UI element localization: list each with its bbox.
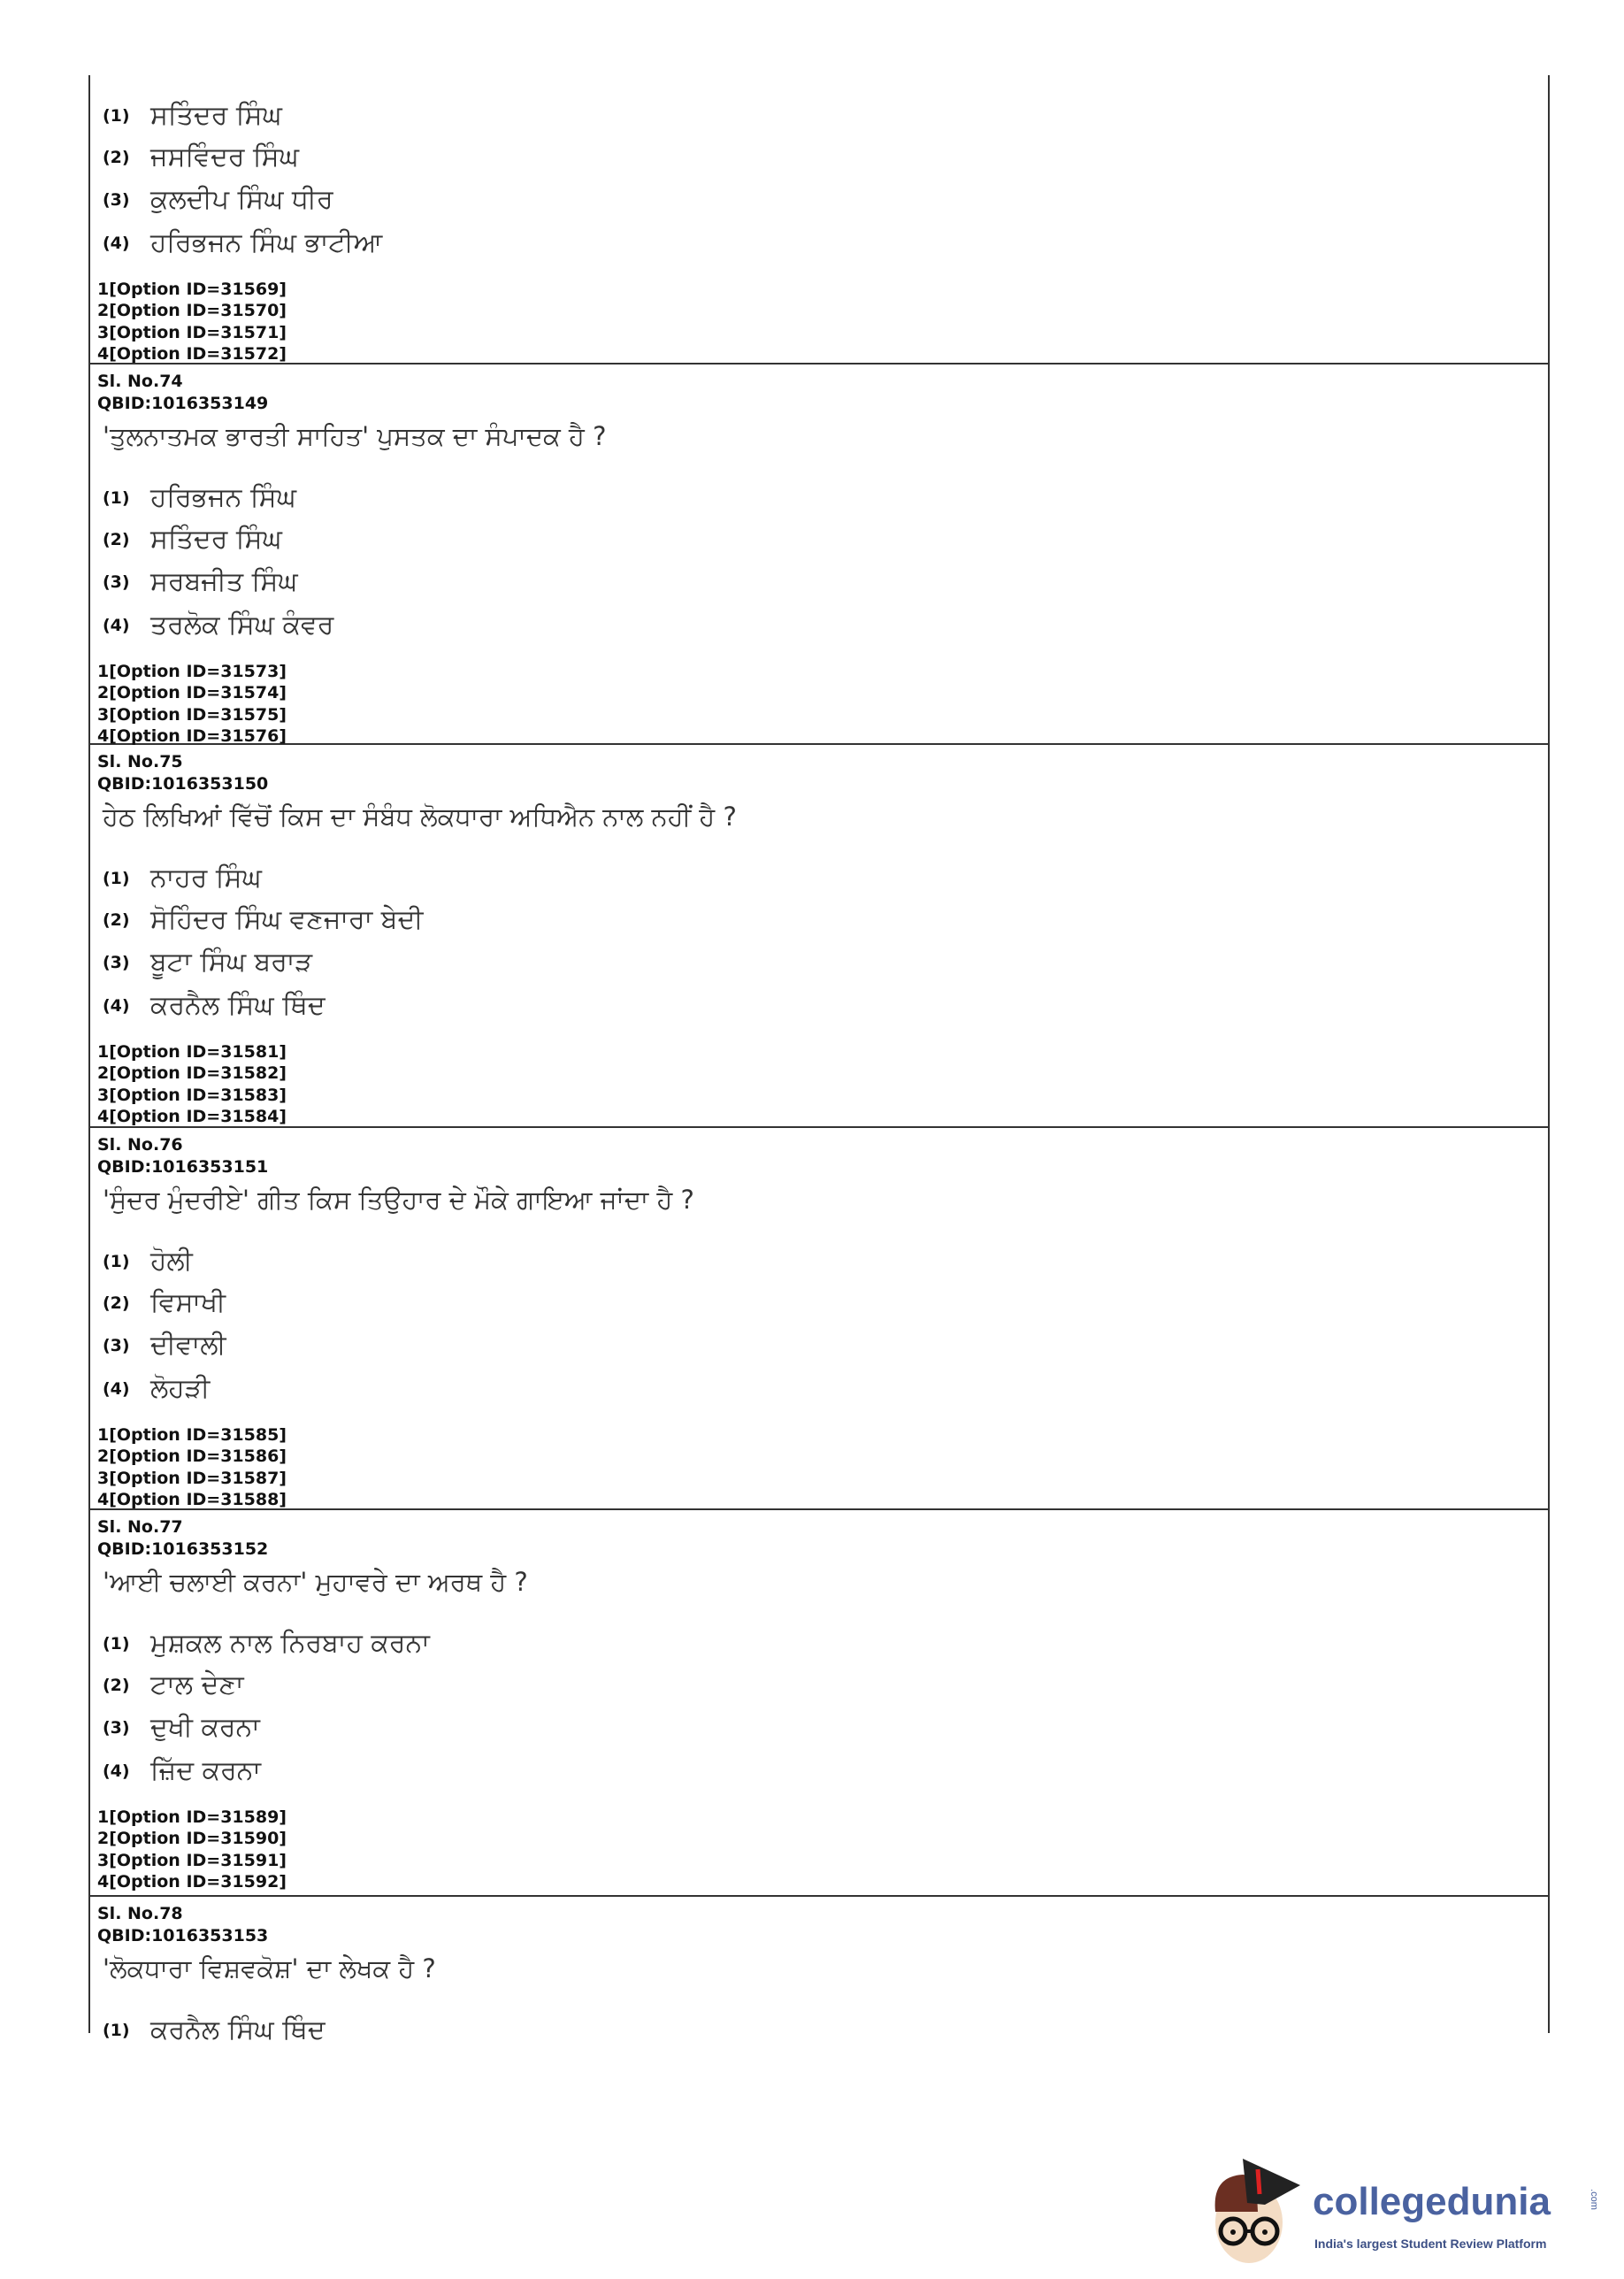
option-text: ਟਾਲ ਦੇਣਾ: [150, 1669, 244, 1700]
option-number: (4): [103, 1378, 130, 1399]
option-text: ਦੀਵਾਲੀ: [150, 1330, 226, 1361]
option-number: (3): [103, 952, 130, 972]
option-id: 2[Option ID=31570]: [97, 301, 287, 320]
question-id: QBID:1016353151: [97, 1157, 269, 1177]
option-text: ਸਤਿੰਦਰ ਸਿੰਘ: [150, 100, 282, 131]
option-number: (3): [103, 1335, 130, 1355]
question-text: 'ਆਈ ਚਲਾਈ ਕਰਨਾ' ਮੁਹਾਵਰੇ ਦਾ ਅਰਥ ਹੈ ?: [103, 1567, 528, 1597]
option-id: 3[Option ID=31591]: [97, 1851, 287, 1870]
option-text: ਸਤਿੰਦਰ ਸਿੰਘ: [150, 524, 282, 555]
option-text: ਵਿਸਾਖੀ: [150, 1287, 226, 1318]
mascot-icon: [1203, 2150, 1309, 2274]
question-continuation: [90, 75, 1548, 364]
option-row: [103, 100, 282, 131]
option-id: 1[Option ID=31569]: [97, 280, 287, 299]
option-number: (1): [103, 105, 130, 126]
option-id: 2[Option ID=31574]: [97, 683, 287, 702]
option-number: (3): [103, 572, 130, 592]
option-row: [103, 863, 262, 894]
option-number: (1): [103, 868, 130, 888]
option-text: ਕਰਨੈਲ ਸਿੰਘ ਥਿੰਦ: [150, 990, 326, 1021]
question-id: QBID:1016353153: [97, 1926, 269, 1945]
option-id: 4[Option ID=31572]: [97, 344, 287, 364]
option-row: [103, 1669, 244, 1700]
option-number: (1): [103, 487, 130, 508]
question-block: [90, 745, 1548, 1128]
question-block: [90, 1128, 1548, 1510]
option-id: 2[Option ID=31586]: [97, 1446, 287, 1466]
option-number: (4): [103, 233, 130, 253]
option-row: [103, 990, 326, 1021]
option-text: ਦੁਖੀ ਕਰਨਾ: [150, 1712, 260, 1743]
option-number: (4): [103, 615, 130, 635]
option-id: 2[Option ID=31590]: [97, 1829, 287, 1848]
option-id: 1[Option ID=31589]: [97, 1807, 287, 1827]
logo-tagline: India's largest Student Review Platform: [1314, 2237, 1547, 2251]
option-text: ਲੋਹੜੀ: [150, 1373, 211, 1404]
option-number: (3): [103, 1717, 130, 1738]
serial-number: Sl. No.78: [97, 1904, 183, 1923]
option-text: ਕਰਨੈਲ ਸਿੰਘ ਥਿੰਦ: [150, 2014, 326, 2045]
option-text: ਹਰਿਭਜਨ ਸਿੰਘ ਭਾਟੀਆ: [150, 227, 383, 258]
option-row: [103, 947, 312, 978]
option-text: ਸਰਬਜੀਤ ਸਿੰਘ: [150, 566, 298, 597]
option-text: ਜਸਵਿੰਦਰ ਸਿੰਘ: [150, 142, 299, 173]
option-number: (4): [103, 995, 130, 1016]
option-text: ਮੁਸ਼ਕਲ ਨਾਲ ਨਿਰਬਾਹ ਕਰਨਾ: [150, 1628, 430, 1659]
option-id: 1[Option ID=31573]: [97, 662, 287, 681]
option-id: 3[Option ID=31583]: [97, 1086, 287, 1105]
option-text: ਨਾਹਰ ਸਿੰਘ: [150, 863, 262, 894]
collegedunia-logo: [1203, 2150, 1610, 2274]
question-text: 'ਸੁੰਦਰ ਮੁੰਦਰੀਏ' ਗੀਤ ਕਿਸ ਤਿਉਹਾਰ ਦੇ ਮੌਕੇ ਗਾਇਆ ਜਾਂਦਾ ਹੈ ?: [103, 1185, 694, 1215]
serial-number: Sl. No.77: [97, 1517, 183, 1537]
option-id: 1[Option ID=31581]: [97, 1042, 287, 1062]
option-number: (1): [103, 2020, 130, 2040]
option-text: ਸੋਹਿੰਦਰ ਸਿੰਘ ਵਣਜਾਰਾ ਬੇਦੀ: [150, 904, 424, 935]
option-row: [103, 1755, 261, 1786]
serial-number: Sl. No.74: [97, 372, 183, 391]
option-row: [103, 1373, 210, 1404]
option-number: (1): [103, 1633, 130, 1654]
option-row: [103, 610, 333, 641]
option-number: (2): [103, 529, 130, 549]
option-row: [103, 227, 382, 258]
question-sheet: [88, 75, 1550, 2045]
serial-number: Sl. No.76: [97, 1135, 183, 1155]
option-id: 2[Option ID=31582]: [97, 1063, 287, 1083]
option-row: [103, 2014, 326, 2045]
option-number: (2): [103, 147, 130, 167]
option-text: ਜ਼ਿੱਦ ਕਰਨਾ: [150, 1755, 262, 1786]
option-row: [103, 142, 299, 173]
option-id: 1[Option ID=31585]: [97, 1425, 287, 1445]
logo-wordmark: collegedunia: [1313, 2180, 1551, 2223]
option-row: [103, 184, 333, 215]
serial-number: Sl. No.75: [97, 752, 183, 771]
option-number: (3): [103, 189, 130, 210]
question-id: QBID:1016353149: [97, 394, 269, 413]
option-row: [103, 566, 298, 597]
option-text: ਕੁਲਦੀਪ ਸਿੰਘ ਧੀਰ: [150, 184, 333, 215]
option-text: ਬੂਟਾ ਸਿੰਘ ਬਰਾੜ: [150, 947, 313, 978]
question-text: ਹੇਠ ਲਿਖਿਆਂ ਵਿੱਚੋਂ ਕਿਸ ਦਾ ਸੰਬੰਧ ਲੋਕਧਾਰਾ ਅਧਿਐਨ ਨਾਲ ਨਹੀਂ ਹੈ ?: [103, 802, 737, 832]
option-text: ਤਰਲੋਕ ਸਿੰਘ ਕੰਵਰ: [150, 610, 334, 641]
option-id: 4[Option ID=31576]: [97, 726, 287, 746]
option-text: ਹੋਲੀ: [150, 1246, 193, 1277]
question-block: [90, 1510, 1548, 1897]
option-number: (1): [103, 1251, 130, 1271]
question-text: 'ਲੋਕਧਾਰਾ ਵਿਸ਼ਵਕੋਸ਼' ਦਾ ਲੇਖਕ ਹੈ ?: [103, 1953, 436, 1984]
logo-suffix: .com: [1588, 2189, 1599, 2210]
option-row: [103, 1330, 226, 1361]
option-text: ਹਰਿਭਜਨ ਸਿੰਘ: [150, 482, 296, 513]
question-id: QBID:1016353150: [97, 774, 269, 794]
option-id: 3[Option ID=31587]: [97, 1469, 287, 1488]
option-id: 3[Option ID=31575]: [97, 705, 287, 725]
option-number: (2): [103, 1675, 130, 1695]
question-id: QBID:1016353152: [97, 1539, 269, 1559]
option-row: [103, 524, 282, 555]
option-row: [103, 904, 423, 935]
question-block: [90, 1897, 1548, 2045]
option-number: (2): [103, 1293, 130, 1313]
option-number: (4): [103, 1761, 130, 1781]
option-row: [103, 1287, 226, 1318]
option-id: 4[Option ID=31588]: [97, 1490, 287, 1509]
option-id: 4[Option ID=31592]: [97, 1872, 287, 1891]
option-row: [103, 1628, 430, 1659]
question-text: 'ਤੁਲਨਾਤਮਕ ਭਾਰਤੀ ਸਾਹਿਤ' ਪੁਸਤਕ ਦਾ ਸੰਪਾਦਕ ਹੈ ?: [103, 421, 607, 451]
option-id: 4[Option ID=31584]: [97, 1107, 287, 1126]
option-row: [103, 482, 296, 513]
question-block: [90, 364, 1548, 745]
option-row: [103, 1246, 193, 1277]
option-number: (2): [103, 909, 130, 930]
option-id: 3[Option ID=31571]: [97, 323, 287, 342]
option-row: [103, 1712, 260, 1743]
